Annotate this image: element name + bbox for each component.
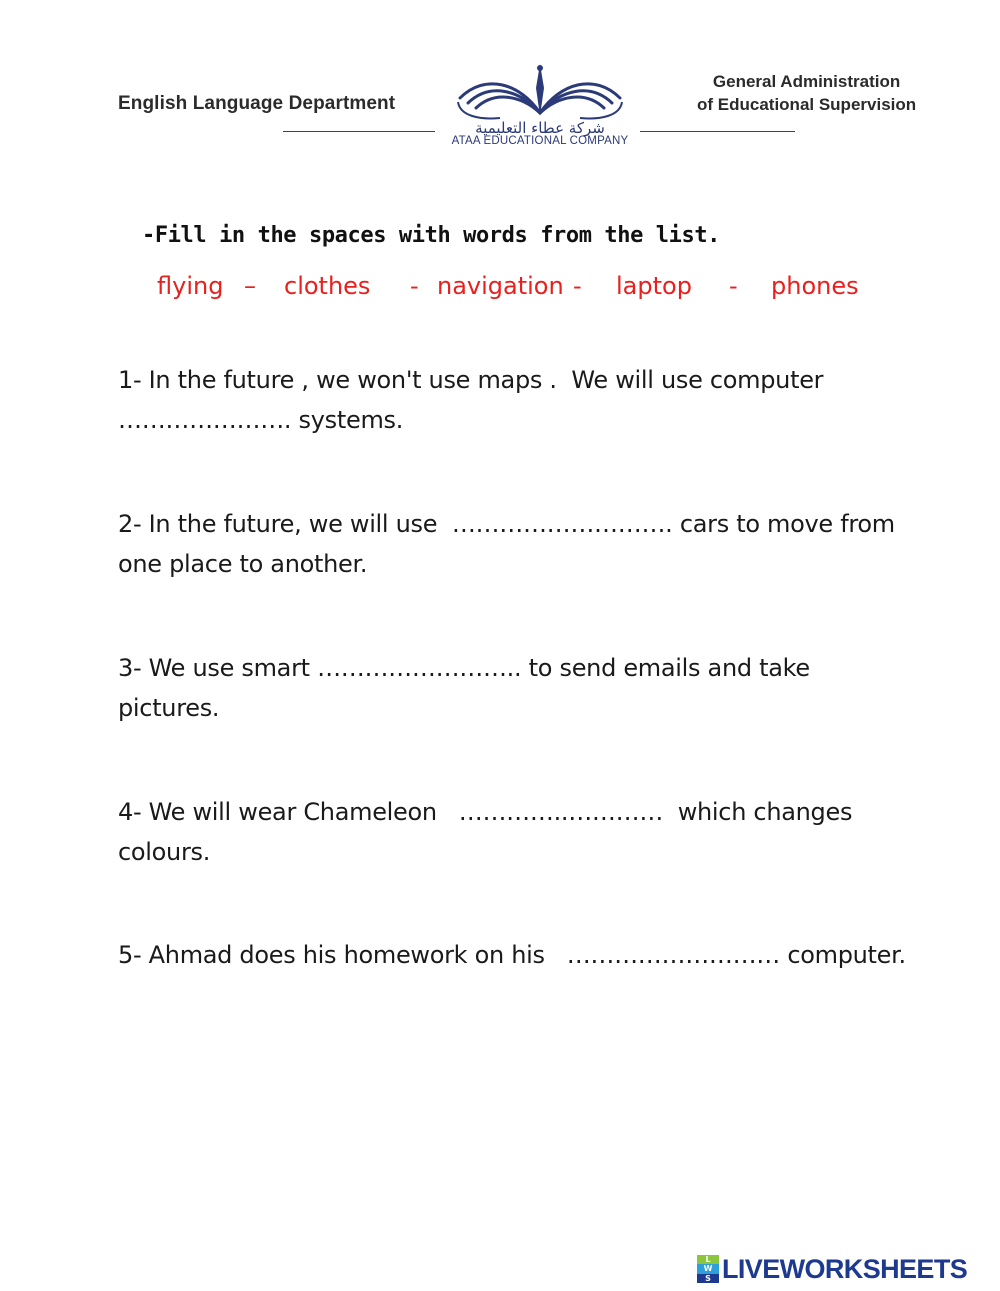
badge-letter-w: W: [697, 1264, 719, 1273]
word-bank-item: laptop: [616, 272, 692, 300]
question-4-line2: colours.: [118, 838, 211, 866]
word-bank: [0, 272, 1000, 304]
question-2-line2: one place to another.: [118, 550, 368, 578]
badge-letter-s: S: [697, 1274, 719, 1283]
company-english-name: ATAA EDUCATIONAL COMPANY: [451, 135, 629, 147]
question-1-line1: 1- In the future , we won't use maps . We will use computer: [118, 366, 824, 394]
question-1-line2: …………………. systems.: [118, 406, 404, 434]
question-4-line1: 4- We will wear Chameleon …………..………… which changes: [118, 798, 853, 826]
word-bank-item: navigation: [437, 272, 564, 300]
question-5: [118, 935, 918, 975]
question-5-line1: 5- Ahmad does his homework on his ……………………… computer.: [118, 941, 906, 969]
liveworksheets-logo-icon: [697, 1255, 719, 1283]
liveworksheets-wordmark: LIVEWORKSHEETS: [722, 1253, 968, 1284]
question-3-line2: pictures.: [118, 694, 220, 722]
word-bank-item: flying: [157, 272, 224, 300]
question-4: [118, 792, 918, 872]
department-title: English Language Department: [118, 93, 396, 114]
question-3-line1: 3- We use smart …………………….. to send emails and take: [118, 654, 810, 682]
instruction-text: -Fill in the spaces with words from the list.: [142, 223, 721, 248]
word-bank-separator: -: [410, 272, 419, 300]
word-bank-separator: -: [573, 272, 582, 300]
header-rule-right: [640, 131, 795, 132]
header-rule-left: [283, 131, 435, 132]
word-bank-separator: -: [729, 272, 738, 300]
question-2-line1: 2- In the future, we will use ………………………. cars to move from: [118, 510, 895, 538]
word-bank-item: phones: [771, 272, 859, 300]
administration-title-line1: General Administration: [712, 72, 901, 91]
company-arabic-name: شركة عطاء التعليمية: [475, 119, 605, 137]
badge-letter-l: L: [697, 1255, 719, 1264]
administration-title: [697, 70, 916, 116]
question-3: [118, 648, 918, 728]
word-bank-item: clothes: [284, 272, 371, 300]
question-1: [118, 360, 918, 440]
administration-title-line2: of Educational Supervision: [697, 95, 917, 114]
question-2: [118, 504, 918, 584]
word-bank-separator: –: [244, 272, 256, 300]
liveworksheets-brand[interactable]: [697, 1252, 967, 1286]
